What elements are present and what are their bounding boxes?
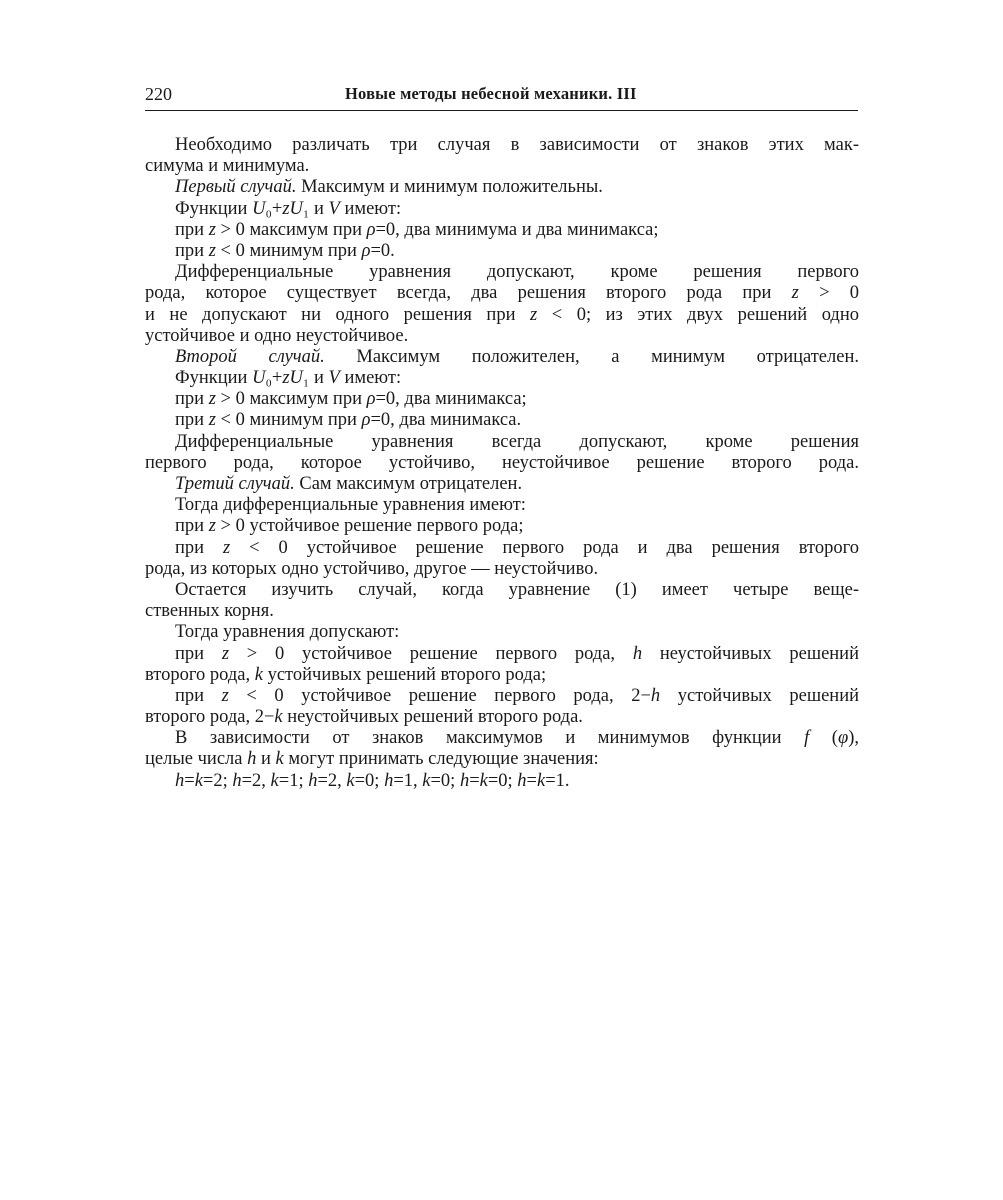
text-line: Дифференциальные уравнения допускают, кроме решения первого xyxy=(175,262,859,283)
text-line xyxy=(175,368,859,389)
text-run: при xyxy=(175,389,209,410)
text-run: < 0 устойчивое решение первого рода и два решения второго xyxy=(230,537,859,558)
text-line: ственных корня. xyxy=(145,601,274,622)
text-run: имеют: xyxy=(339,368,402,389)
math-symbol: z xyxy=(530,304,538,325)
text-run: =2, xyxy=(317,770,347,791)
math-symbol: k xyxy=(274,707,283,728)
text-run: =0; xyxy=(487,770,518,791)
text-line xyxy=(145,665,859,686)
text-run: > 0 устойчивое решение первого рода, xyxy=(229,643,633,664)
text-run: имеют: xyxy=(339,198,402,219)
text-line xyxy=(175,410,859,431)
text-run: =0, два минимакса. xyxy=(370,410,522,431)
text-line xyxy=(175,389,859,410)
text-run: =0. xyxy=(370,240,395,261)
text-line xyxy=(175,220,859,241)
math-symbol: Второй случай. xyxy=(175,346,325,367)
text-line xyxy=(145,283,859,304)
text-run: > 0 максимум при xyxy=(215,219,367,240)
text-line: Дифференциальные уравнения всегда допускают, кроме решения xyxy=(175,431,859,452)
text-run: ( xyxy=(809,728,838,749)
math-symbol: k xyxy=(270,770,279,791)
math-symbol: ρ xyxy=(366,389,376,410)
text-run: неустойчивых решений xyxy=(642,643,859,664)
text-run: устойчивых решений второго рода; xyxy=(262,664,547,685)
text-line xyxy=(175,474,859,495)
text-run: =0, два минимакса; xyxy=(375,389,527,410)
math-symbol: h xyxy=(517,770,527,791)
math-symbol: h xyxy=(232,770,242,791)
text-run: при xyxy=(175,219,209,240)
math-symbol: f xyxy=(804,728,810,749)
text-line xyxy=(175,644,859,665)
math-symbol: z xyxy=(208,219,216,240)
text-run: могут принимать следующие значения: xyxy=(283,749,599,770)
text-line xyxy=(175,516,859,537)
text-run: и не допускают ни одного решения при xyxy=(145,304,531,325)
math-symbol: V xyxy=(328,198,340,219)
math-symbol: z xyxy=(208,410,216,431)
text-run: Функции xyxy=(175,368,253,389)
math-symbol: h xyxy=(632,643,643,664)
math-symbol: k xyxy=(422,770,431,791)
text-run: < 0 минимум при xyxy=(215,240,362,261)
math-symbol: h xyxy=(308,770,318,791)
text-run: при xyxy=(175,516,209,537)
text-run: =0, два минимума и два минимакса; xyxy=(375,219,659,240)
text-run: =1; xyxy=(278,770,309,791)
text-line: Тогда дифференциальные уравнения имеют: xyxy=(175,495,526,516)
text-run: =2; xyxy=(202,770,233,791)
text-line xyxy=(175,347,859,368)
math-symbol: U xyxy=(252,198,266,219)
text-run: > 0 устойчивое решение первого рода; xyxy=(215,516,524,537)
text-run: ₁ и xyxy=(302,368,329,389)
text-run: при xyxy=(175,537,224,558)
math-symbol: zU xyxy=(282,198,303,219)
text-run: целые числа xyxy=(145,749,248,770)
text-line xyxy=(175,728,859,749)
math-symbol: h xyxy=(247,749,257,770)
text-run: Максимум и минимум положительны. xyxy=(296,177,603,198)
text-line xyxy=(175,538,859,559)
text-line xyxy=(175,177,859,198)
math-symbol: z xyxy=(208,516,216,537)
text-line xyxy=(145,749,859,770)
math-symbol: zU xyxy=(282,368,303,389)
text-run: =1. xyxy=(545,770,570,791)
text-run: < 0; из этих двух решений одно xyxy=(537,304,859,325)
text-line xyxy=(145,707,859,728)
text-line: рода, из которых одно устойчиво, другое — неустойчиво. xyxy=(145,558,599,579)
math-symbol: ρ xyxy=(361,410,371,431)
text-run: Максимум положителен, а минимум отрицателен. xyxy=(324,346,859,367)
math-symbol: Первый случай. xyxy=(175,177,297,198)
math-symbol: h xyxy=(459,770,470,791)
math-symbol: V xyxy=(328,368,340,389)
text-line: Тогда уравнения допускают: xyxy=(175,622,400,643)
text-run: при xyxy=(175,685,222,706)
text-run: =0; xyxy=(354,770,385,791)
text-run: В зависимости от знаков максимумов и минимумов функции xyxy=(175,728,805,749)
text-run: ₀+ xyxy=(265,368,283,389)
text-run: = xyxy=(526,770,537,791)
text-run: второго рода, xyxy=(145,664,255,685)
text-run: Функции xyxy=(175,198,253,219)
math-symbol: Третий случай. xyxy=(175,474,295,494)
text-line xyxy=(175,686,859,707)
text-run: =1, xyxy=(393,770,423,791)
math-symbol: h xyxy=(175,770,185,791)
page-number: 220 xyxy=(145,84,172,104)
text-run: рода, которое существует всегда, два решения второго рода при xyxy=(145,283,792,304)
text-run: = xyxy=(469,770,480,791)
text-line: Остается изучить случай, когда уравнение (1) имеет четыре веще- xyxy=(175,579,859,600)
text-run: < 0 минимум при xyxy=(215,410,362,431)
text-line xyxy=(145,305,859,326)
text-run: при xyxy=(175,643,222,664)
text-run: Сам максимум отрицателен. xyxy=(294,474,523,494)
text-run: > 0 xyxy=(798,283,859,304)
math-symbol: z xyxy=(221,685,229,706)
body-text xyxy=(145,135,859,792)
text-run: =2, xyxy=(241,770,271,791)
math-symbol: z xyxy=(208,389,216,410)
math-symbol: h xyxy=(650,685,661,706)
math-symbol: ρ xyxy=(361,240,371,261)
running-title: Новые методы небесной механики. III xyxy=(345,84,637,103)
text-run: при xyxy=(175,410,209,431)
text-run: при xyxy=(175,240,209,261)
text-line xyxy=(175,199,859,220)
math-symbol: k xyxy=(254,664,263,685)
text-line: первого рода, которое устойчиво, неустойчивое решение второго рода. xyxy=(145,452,859,473)
text-run: < 0 устойчивое решение первого рода, 2− xyxy=(228,685,651,706)
math-symbol: k xyxy=(536,770,546,791)
math-symbol: z xyxy=(223,537,231,558)
math-symbol: k xyxy=(275,749,284,770)
text-run: неустойчивых решений второго рода. xyxy=(282,707,583,728)
math-symbol: z xyxy=(791,283,799,304)
text-run: =0; xyxy=(430,770,460,791)
math-symbol: φ xyxy=(837,728,849,749)
text-run: второго рода, 2− xyxy=(145,707,275,728)
running-header xyxy=(145,84,858,111)
math-symbol: k xyxy=(479,770,488,791)
math-symbol: k xyxy=(346,770,355,791)
math-symbol: ρ xyxy=(366,219,376,240)
math-symbol: k xyxy=(194,770,203,791)
text-line: Необходимо различать три случая в зависимости от знаков этих мак- xyxy=(175,135,859,155)
math-symbol: z xyxy=(221,643,230,664)
text-line: устойчивое и одно неустойчивое. xyxy=(145,325,409,346)
text-line xyxy=(175,771,859,792)
text-run: ), xyxy=(848,728,859,749)
text-line: симума и минимума. xyxy=(145,156,310,177)
text-run: и xyxy=(256,749,276,770)
text-run: ₁ и xyxy=(302,198,329,219)
text-run: = xyxy=(184,770,195,791)
math-symbol: z xyxy=(208,240,216,261)
text-run: > 0 максимум при xyxy=(215,389,367,410)
math-symbol: h xyxy=(384,770,394,791)
text-line xyxy=(175,241,859,262)
text-run: устойчивых решений xyxy=(660,685,859,706)
text-run: ₀+ xyxy=(265,198,283,219)
math-symbol: U xyxy=(252,368,266,389)
